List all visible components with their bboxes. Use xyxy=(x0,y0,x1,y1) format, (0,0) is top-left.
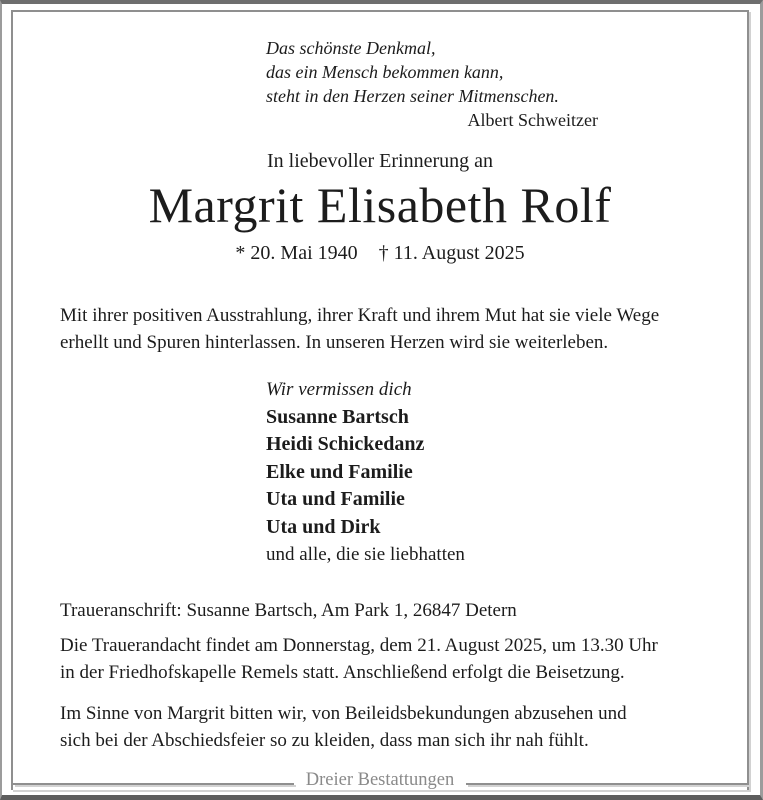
obituary-content xyxy=(13,12,747,766)
request-line: Im Sinne von Margrit bitten wir, von Beileidsbekundungen abzusehen und xyxy=(60,702,627,724)
mourners-intro: Wir vermissen dich xyxy=(266,379,412,400)
birth-date: * 20. Mai 1940 xyxy=(235,242,358,264)
quote-line: steht in den Herzen seiner Mitmenschen. xyxy=(266,86,559,106)
service-line: in der Friedhofskapelle Remels statt. Anschließend erfolgt die Beisetzung. xyxy=(60,661,625,683)
death-date: † 11. August 2025 xyxy=(378,242,525,264)
request-line: sich bei der Abschiedsfeier so zu kleiden, dass man sich ihr nah fühlt. xyxy=(60,729,589,751)
tribute-paragraph xyxy=(60,302,700,356)
frame-bottom xyxy=(13,766,747,790)
mourner-name: Elke und Familie xyxy=(266,460,413,483)
service-line: Die Trauerandacht findet am Donnerstag, dem 21. August 2025, um 13.30 Uhr xyxy=(60,634,658,656)
service-info xyxy=(60,632,700,686)
life-dates xyxy=(60,240,700,266)
quote-line: Das schönste Denkmal, xyxy=(266,38,436,58)
frame-line-right xyxy=(466,783,747,785)
mourner-name: Uta und Familie xyxy=(266,488,405,510)
tribute-line: erhellt und Spuren hinterlassen. In unseren Herzen wird sie weiterleben. xyxy=(60,332,609,353)
quote-line: das ein Mensch bekommen kann, xyxy=(266,62,504,82)
mourner-name: Uta und Dirk xyxy=(266,515,381,538)
mourners-closing: und alle, die sie liebhatten xyxy=(266,544,465,565)
deceased-name: Margrit Elisabeth Rolf xyxy=(148,177,612,233)
mourner-name: Susanne Bartsch xyxy=(266,405,409,428)
mourners-list xyxy=(266,376,700,569)
tribute-line: Mit ihrer positiven Ausstrahlung, ihrer Kraft und ihrem Mut hat sie viele Wege xyxy=(60,305,660,326)
obituary-card xyxy=(11,10,749,790)
funeral-home-name: Dreier Bestattungen xyxy=(305,770,455,790)
memorial-quote xyxy=(266,36,598,108)
condolence-request xyxy=(60,700,700,754)
mourning-address: Traueranschrift: Susanne Bartsch, Am Park 1, 26847 Detern xyxy=(60,599,517,621)
mourner-name: Heidi Schickedanz xyxy=(266,433,425,455)
quote-attribution: Albert Schweitzer xyxy=(467,110,598,130)
memorial-intro: In liebevoller Erinnerung an xyxy=(266,150,494,172)
frame-line-left xyxy=(13,783,294,785)
